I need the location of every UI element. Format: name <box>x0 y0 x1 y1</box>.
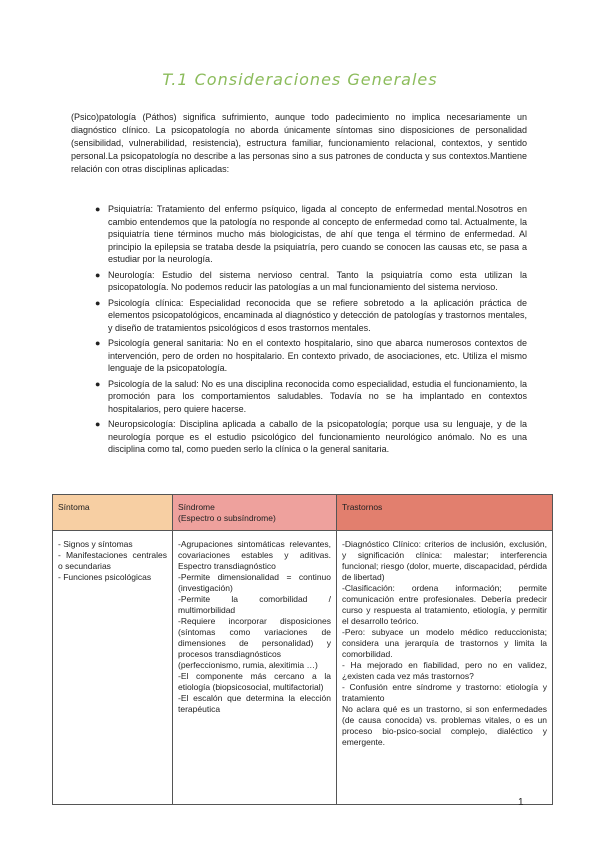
list-item: ● Neuropsicología: Disciplina aplicada a caballo de la psicopatología; porque usa su lenguaje, y de la neurología porque es el estudio psicológico del funcionamiento neurológico anómalo. No es una disciplina como tal, como pueden serlo la clínica o la general sanitaria. <box>95 419 527 454</box>
comparison-table <box>52 494 553 805</box>
table-row <box>53 531 553 805</box>
bullet-icon: ● <box>95 378 101 389</box>
cell-sindrome <box>173 531 337 805</box>
cell-line: -Permite dimensionalidad = continuo (investigación) <box>178 572 331 593</box>
cell-line: -Requiere incorporar disposiciones (síntomas como variaciones de dimensiones de personalidad) y procesos transdiagnósticos <box>178 616 331 659</box>
cell-line: - Manifestaciones centrales o secundarias <box>58 550 167 571</box>
list-item: ● Psicología clínica: Especialidad reconocida que se refiere sobretodo a la aplicación práctica de elementos psicopatológicos, encaminada al diagnóstico y detección de patologías y trastornos mentales, y diseño de tratamientos psicológicos d esos trastornos mentales. <box>95 297 527 333</box>
cell-line: -El componente más cercano a la etiología (biopsicosocial, multifactorial) <box>178 671 331 692</box>
cell-line: (perfeccionismo, rumia, alexitimia …) <box>178 660 318 670</box>
list-item: ● Psicología de la salud: No es una disciplina reconocida como especialidad, estudia el funcionamiento, la promoción para los comportamientos saludables. Todavía no se ha implantado en contextos hospitalarios, pero quiere hacerse. <box>95 378 527 414</box>
page-title: T.1 Consideraciones Generales <box>162 70 438 89</box>
bullet-icon: ● <box>95 419 101 429</box>
cell-line: - Ha mejorado en fiabilidad, pero no en validez, ¿existen cada vez más trastornos? <box>342 660 547 681</box>
cell-line: -El escalón que determina la elección terapéutica <box>178 693 331 714</box>
bullet-icon: ● <box>95 269 101 280</box>
list-item: ● Neurología: Estudio del sistema nervioso central. Tanto la psiquiatría como esta utilizan la psicopatología. No podemos reducir las patologías a un mal funcionamiento del sistema nervioso. <box>95 269 527 292</box>
disciplines-list <box>95 203 527 459</box>
bullet-icon: ● <box>95 338 101 348</box>
list-item: ● Psiquiatría: Tratamiento del enfermo psíquico, ligada al concepto de enfermedad mental.Nosotros en cambio entendemos que la patología no responde al concepto de enfermedad como tal. Actualmente, la psiquiatría tiene términos mucho más biologicistas, de ahí que tenga el término de enfermedad. Al principio la epilepsia se trataba desde la psiquiatría, pero cuando se conocen las causas etc, se pasa a estudiar por la neurología. <box>95 204 527 264</box>
cell-sintoma <box>53 531 173 805</box>
intro-paragraph: (Psico)patología (Páthos) significa sufrimiento, aunque todo padecimiento no implica necesariamente un diagnóstico clínico. La psicopatología no aborda únicamente síntomas sino disposiciones de personalidad (sensibilidad, vulnerabilidad, resistencia), estructura familiar, funcionamiento relacional, contextos, y sentido personal.La psicopatología no describe a las personas sino a sus patrones de conducta y sus contextos.Mantiene relación con otras disciplinas aplicadas: <box>71 112 527 174</box>
cell-line: -Agrupaciones sintomáticas relevantes, covariaciones estables y aditivas. Espectro transdiagnóstico <box>178 539 331 571</box>
cell-line: - Signos y síntomas <box>58 539 133 549</box>
cell-line: - Confusión entre síndrome y trastorno: etiología y tratamiento <box>342 682 547 703</box>
cell-line: -Clasificación: ordena información; permite comunicación entre profesionales. Debería predecir curso y respuesta al tratamiento, etiología, y permitir el desarrollo teórico. <box>342 583 547 626</box>
cell-line: -Diagnóstico Clínico: criterios de inclusión, exclusión, y significación clínica: malestar; interferencia funcional; riesgo (dolor, muerte, discapacidad, pérdida de libertad) <box>342 539 547 582</box>
cell-trastornos <box>337 531 553 805</box>
cell-line: No aclara qué es un trastorno, si son enfermedades (de causa conocida) vs. problemas vitales, o es un proceso bio-psico-social complejo, dialéctico y emergente. <box>342 704 547 747</box>
header-sintoma: Síntoma <box>53 495 173 531</box>
cell-line: -Permite la comorbilidad / multimorbilidad <box>178 594 331 615</box>
bullet-icon: ● <box>95 204 101 214</box>
header-trastornos: Trastornos <box>337 495 553 531</box>
list-item: ● Psicología general sanitaria: No en el contexto hospitalario, sino que abarca numerosos contextos de intervención, pero de orden no hospitalario. En contexto privado, de asociaciones, etc. Utiliza el mismo lenguaje de la psicopatología. <box>95 338 527 373</box>
bullet-icon: ● <box>95 297 101 308</box>
cell-line: -Pero: subyace un modelo médico reduccionista; considera una jerarquía de trastornos y limita la comorbilidad. <box>342 627 547 659</box>
page-number: 1 <box>518 797 524 808</box>
header-sindrome: Síndrome (Espectro o subsíndrome) <box>173 495 337 531</box>
cell-line: - Funciones psicológicas <box>58 572 152 582</box>
